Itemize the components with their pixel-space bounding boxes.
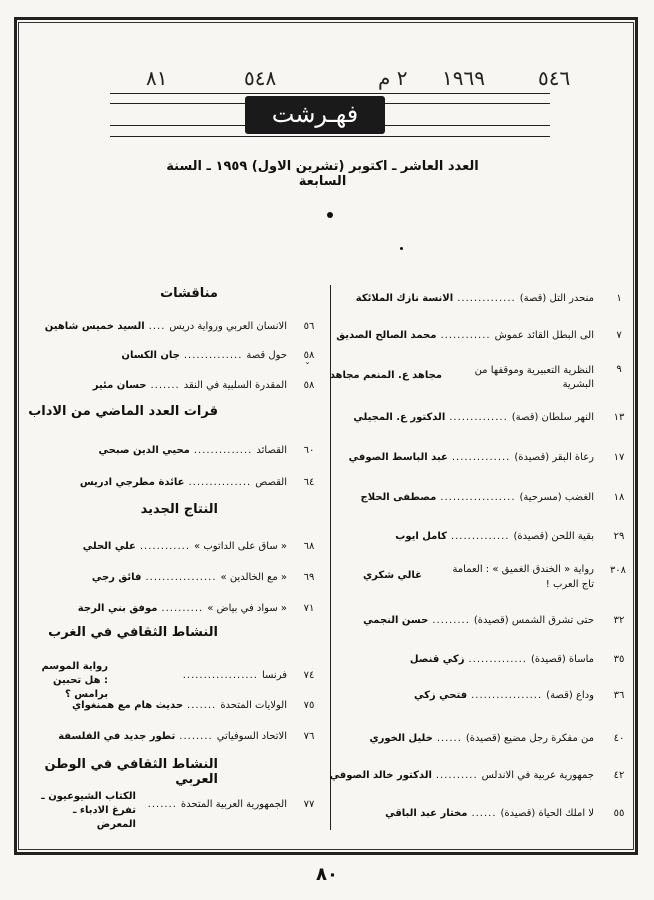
- entry-author: جان الكسان: [121, 350, 180, 361]
- entry-author: الكتاب الشيوعيون ـ تفرغ الادباء ـ المعرض: [41, 791, 136, 830]
- left-entry-number: ٧٦: [303, 731, 315, 742]
- entry-title: منحدر التل (قصة): [519, 293, 594, 304]
- right-entry-number: ١: [616, 293, 622, 304]
- entry-title: لا املك الحياة (قصيدة): [500, 808, 594, 819]
- left-entry-number: ٧١: [303, 603, 315, 614]
- entry-title: من مفكرة رجل مضيع (قصيدة): [465, 733, 594, 744]
- entry-title: وداع (قصة): [546, 690, 594, 701]
- rule-line: [385, 125, 550, 126]
- rule-line: [110, 136, 550, 137]
- entry-author: الدكتور خالد الصوفي: [329, 770, 432, 781]
- entry-author: الانسة نازك الملائكة: [355, 293, 454, 304]
- bullet-dot: [327, 212, 333, 218]
- section-heading: قرات العدد الماضي من الاداب: [28, 404, 218, 419]
- right-entry-number: ١٣: [613, 412, 625, 423]
- left-entry: المقدرة السلبية في النقد.......حسان مئير: [92, 380, 287, 391]
- entry-author: تطور جديد في الفلسفة: [58, 731, 176, 742]
- entry-title: جمهورية عربية في الاندلس: [481, 770, 594, 781]
- left-entry: « مع الخالدين ».................فائق رجي: [91, 572, 287, 583]
- entry-title: الغضب (مسرحية): [519, 492, 594, 503]
- left-entry: القصائد..............محيي الدين صبحي: [98, 445, 287, 456]
- handwritten-note-2: ٥٤٨: [244, 66, 277, 90]
- section-heading: مناقشات: [160, 286, 218, 301]
- right-entry: من مفكرة رجل مضيع (قصيدة)......خليل الخوري: [369, 733, 594, 744]
- mark-tick: ˇ: [305, 362, 310, 373]
- page-number: ٨٠: [316, 864, 338, 885]
- left-entry-number: ٧٥: [303, 700, 315, 711]
- entry-author: موفق بني الرجة: [77, 603, 158, 614]
- right-entry-number: ٣٢: [613, 615, 625, 626]
- section-heading: النشاط الثقافي في الوطن العربي: [44, 757, 218, 787]
- entry-title: الاتحاد السوفياتي: [216, 731, 287, 742]
- right-entry-number: ٣٠٨: [609, 565, 627, 576]
- right-entry: الى البطل القائد عموش............محمد الصالح الصديق: [336, 330, 594, 341]
- right-entry: ماساة (قصيدة)..............زكي قنصل: [409, 654, 594, 665]
- entry-author: حسان مئير: [92, 380, 147, 391]
- left-entry: حول قصة..............جان الكسان: [121, 350, 287, 361]
- right-entry: بقية اللحن (قصيدة)..............كامل ايوب: [395, 531, 594, 542]
- right-entry-number: ٤٠: [613, 733, 625, 744]
- entry-author: غالي شكري: [363, 570, 422, 581]
- left-entry: الانسان العربي ورواية دريس....السيد خميس شاهين: [44, 321, 287, 332]
- entry-author: محمد الصالح الصديق: [336, 330, 437, 341]
- right-entry-number: ٥٥: [613, 808, 625, 819]
- entry-title: القصائد: [256, 445, 287, 456]
- entry-author: كامل ايوب: [395, 531, 447, 542]
- left-entry: الجمهورية العربية المتحدة.......: [147, 799, 287, 810]
- left-entry-number: ٧٧: [303, 799, 315, 810]
- section-heading: النتاج الجديد: [140, 502, 218, 517]
- right-entry-number: ٣٥: [613, 654, 625, 665]
- right-entry-number: ٧: [616, 330, 622, 341]
- left-entry-number: ٥٨: [303, 350, 315, 361]
- left-entry-number: ٦٩: [303, 572, 315, 583]
- entry-author: مصطفى الحلاج: [360, 492, 437, 503]
- right-entry: جمهورية عربية في الاندلس..........الدكتور خالد الصوفي: [329, 770, 594, 781]
- entry-title: فرنسا: [261, 670, 287, 681]
- right-entry: حتى تشرق الشمس (قصيدة).........حسن النجمي: [363, 615, 594, 626]
- entry-author: حديث هام مع همنغواي: [72, 700, 184, 711]
- right-entry: منحدر التل (قصة)..............الانسة نازك الملائكة: [355, 293, 594, 304]
- issue-line: العدد العاشر ـ اكتوبر (تشرين الاول) ١٩٥٩ ـ السنة السابعة: [166, 159, 479, 189]
- entry-author: فتحي زكي: [414, 690, 468, 701]
- entry-author: السيد خميس شاهين: [44, 321, 145, 332]
- left-entry-number: ٥٦: [303, 321, 315, 332]
- left-entry: فرنسا..................: [182, 670, 287, 681]
- speck-dot: [400, 247, 403, 250]
- entry-title: « ساق على الداتوب »: [194, 541, 287, 552]
- entry-title: الى البطل القائد عموش: [494, 330, 594, 341]
- entry-title: الانسان العربي ورواية دريس: [169, 321, 287, 332]
- inner-border: [18, 22, 634, 850]
- right-entry: الغضب (مسرحية)..................مصطفى الحلاج: [360, 492, 594, 503]
- handwritten-note-3: ٢ م: [378, 66, 408, 90]
- right-entry-author-block: [330, 370, 442, 381]
- left-entry-number: ٦٨: [303, 541, 315, 552]
- entry-author: علي الحلي: [82, 541, 136, 552]
- right-entry-title-block: [464, 364, 594, 392]
- handwritten-note-5: ٥٤٦: [538, 66, 571, 90]
- entry-author: حسن النجمي: [363, 615, 429, 626]
- entry-author: خليل الخوري: [369, 733, 433, 744]
- right-entry: رعاة البقر (قصيدة)..............عبد الباسط الصوفي: [348, 452, 594, 463]
- entry-title: « سواد في بياض »: [207, 603, 287, 614]
- right-entry-number: ٩: [616, 364, 622, 375]
- section-heading: النشاط الثقافي في الغرب: [48, 625, 218, 640]
- right-entry: لا املك الحياة (قصيدة)......مختار عبد الباقي: [385, 808, 594, 819]
- left-entry: « ساق على الداتوب »............علي الحلي: [82, 541, 287, 552]
- right-entry-number: ١٧: [613, 452, 625, 463]
- right-entry: وداع (قصة).................فتحي زكي: [414, 690, 594, 701]
- entry-title: « مع الخالدين »: [220, 572, 287, 583]
- entry-author: الدكتور ع. المجيلي: [353, 412, 446, 423]
- right-entry-number: ٣٦: [613, 690, 625, 701]
- left-entry: « سواد في بياض »..........موفق بني الرجة: [77, 603, 287, 614]
- left-entry: الولايات المتحدة.......حديث هام مع همنغواي: [72, 700, 287, 711]
- entry-author: عائدة مطرجي ادريس: [79, 477, 185, 488]
- entry-title: المقدرة السلبية في النقد: [183, 380, 287, 391]
- column-divider: [330, 285, 331, 830]
- right-entry-author-block: [363, 570, 422, 581]
- entry-title: حتى تشرق الشمس (قصيدة): [473, 615, 594, 626]
- right-entry-number: ٢٩: [613, 531, 625, 542]
- left-entry-number: ٦٠: [303, 445, 315, 456]
- left-entry-number: ٧٤: [303, 670, 315, 681]
- left-entry-note: [32, 790, 136, 832]
- entry-author: عبد الباسط الصوفي: [348, 452, 448, 463]
- right-entry: النهر سلطان (قصة)..............الدكتور ع. المجيلي: [353, 412, 594, 423]
- right-entry-title-block: [444, 562, 594, 592]
- right-entry-number: ١٨: [613, 492, 625, 503]
- entry-author: فائق رجي: [91, 572, 142, 583]
- entry-author: مختار عبد الباقي: [385, 808, 468, 819]
- left-entry: الاتحاد السوفياتي........تطور جديد في الفلسفة: [58, 731, 287, 742]
- left-entry: القصص...............عائدة مطرجي ادريس: [79, 477, 287, 488]
- entry-title: النظرية التعبيرية وموقفها من البشرية: [474, 365, 594, 390]
- handwritten-note-4: ١٩٦٩: [442, 66, 485, 90]
- rule-line: [110, 103, 245, 104]
- left-entry-note: [36, 660, 108, 702]
- page-title: فهـرشت: [245, 96, 385, 134]
- entry-title: الولايات المتحدة: [220, 700, 287, 711]
- rule-line: [385, 103, 550, 104]
- entry-title: بقية اللحن (قصيدة): [513, 531, 594, 542]
- entry-author: مجاهد ع. المنعم مجاهد: [329, 370, 442, 381]
- left-entry-number: ٦٤: [303, 477, 315, 488]
- entry-title: ماساة (قصيدة): [530, 654, 594, 665]
- rule-line: [110, 93, 550, 94]
- entry-title: النهر سلطان (قصة): [511, 412, 594, 423]
- entry-title: القصص: [255, 477, 287, 488]
- entry-author: زكي قنصل: [409, 654, 465, 665]
- right-entry-number: ٤٢: [613, 770, 625, 781]
- left-entry-number: ٥٨: [303, 380, 315, 391]
- entry-title: رواية « الخندق الغميق » : العمامة تاج العرب !: [452, 564, 594, 590]
- handwritten-note-1: ٨١: [146, 66, 168, 90]
- entry-title: حول قصة: [246, 350, 287, 361]
- entry-title: رعاة البقر (قصيدة): [514, 452, 594, 463]
- entry-author: محيي الدين صبحي: [98, 445, 190, 456]
- entry-title: الجمهورية العربية المتحدة: [180, 799, 287, 810]
- rule-line: [110, 125, 245, 126]
- entry-author: رواية الموسم : هل تحبين برامس ؟: [41, 661, 108, 700]
